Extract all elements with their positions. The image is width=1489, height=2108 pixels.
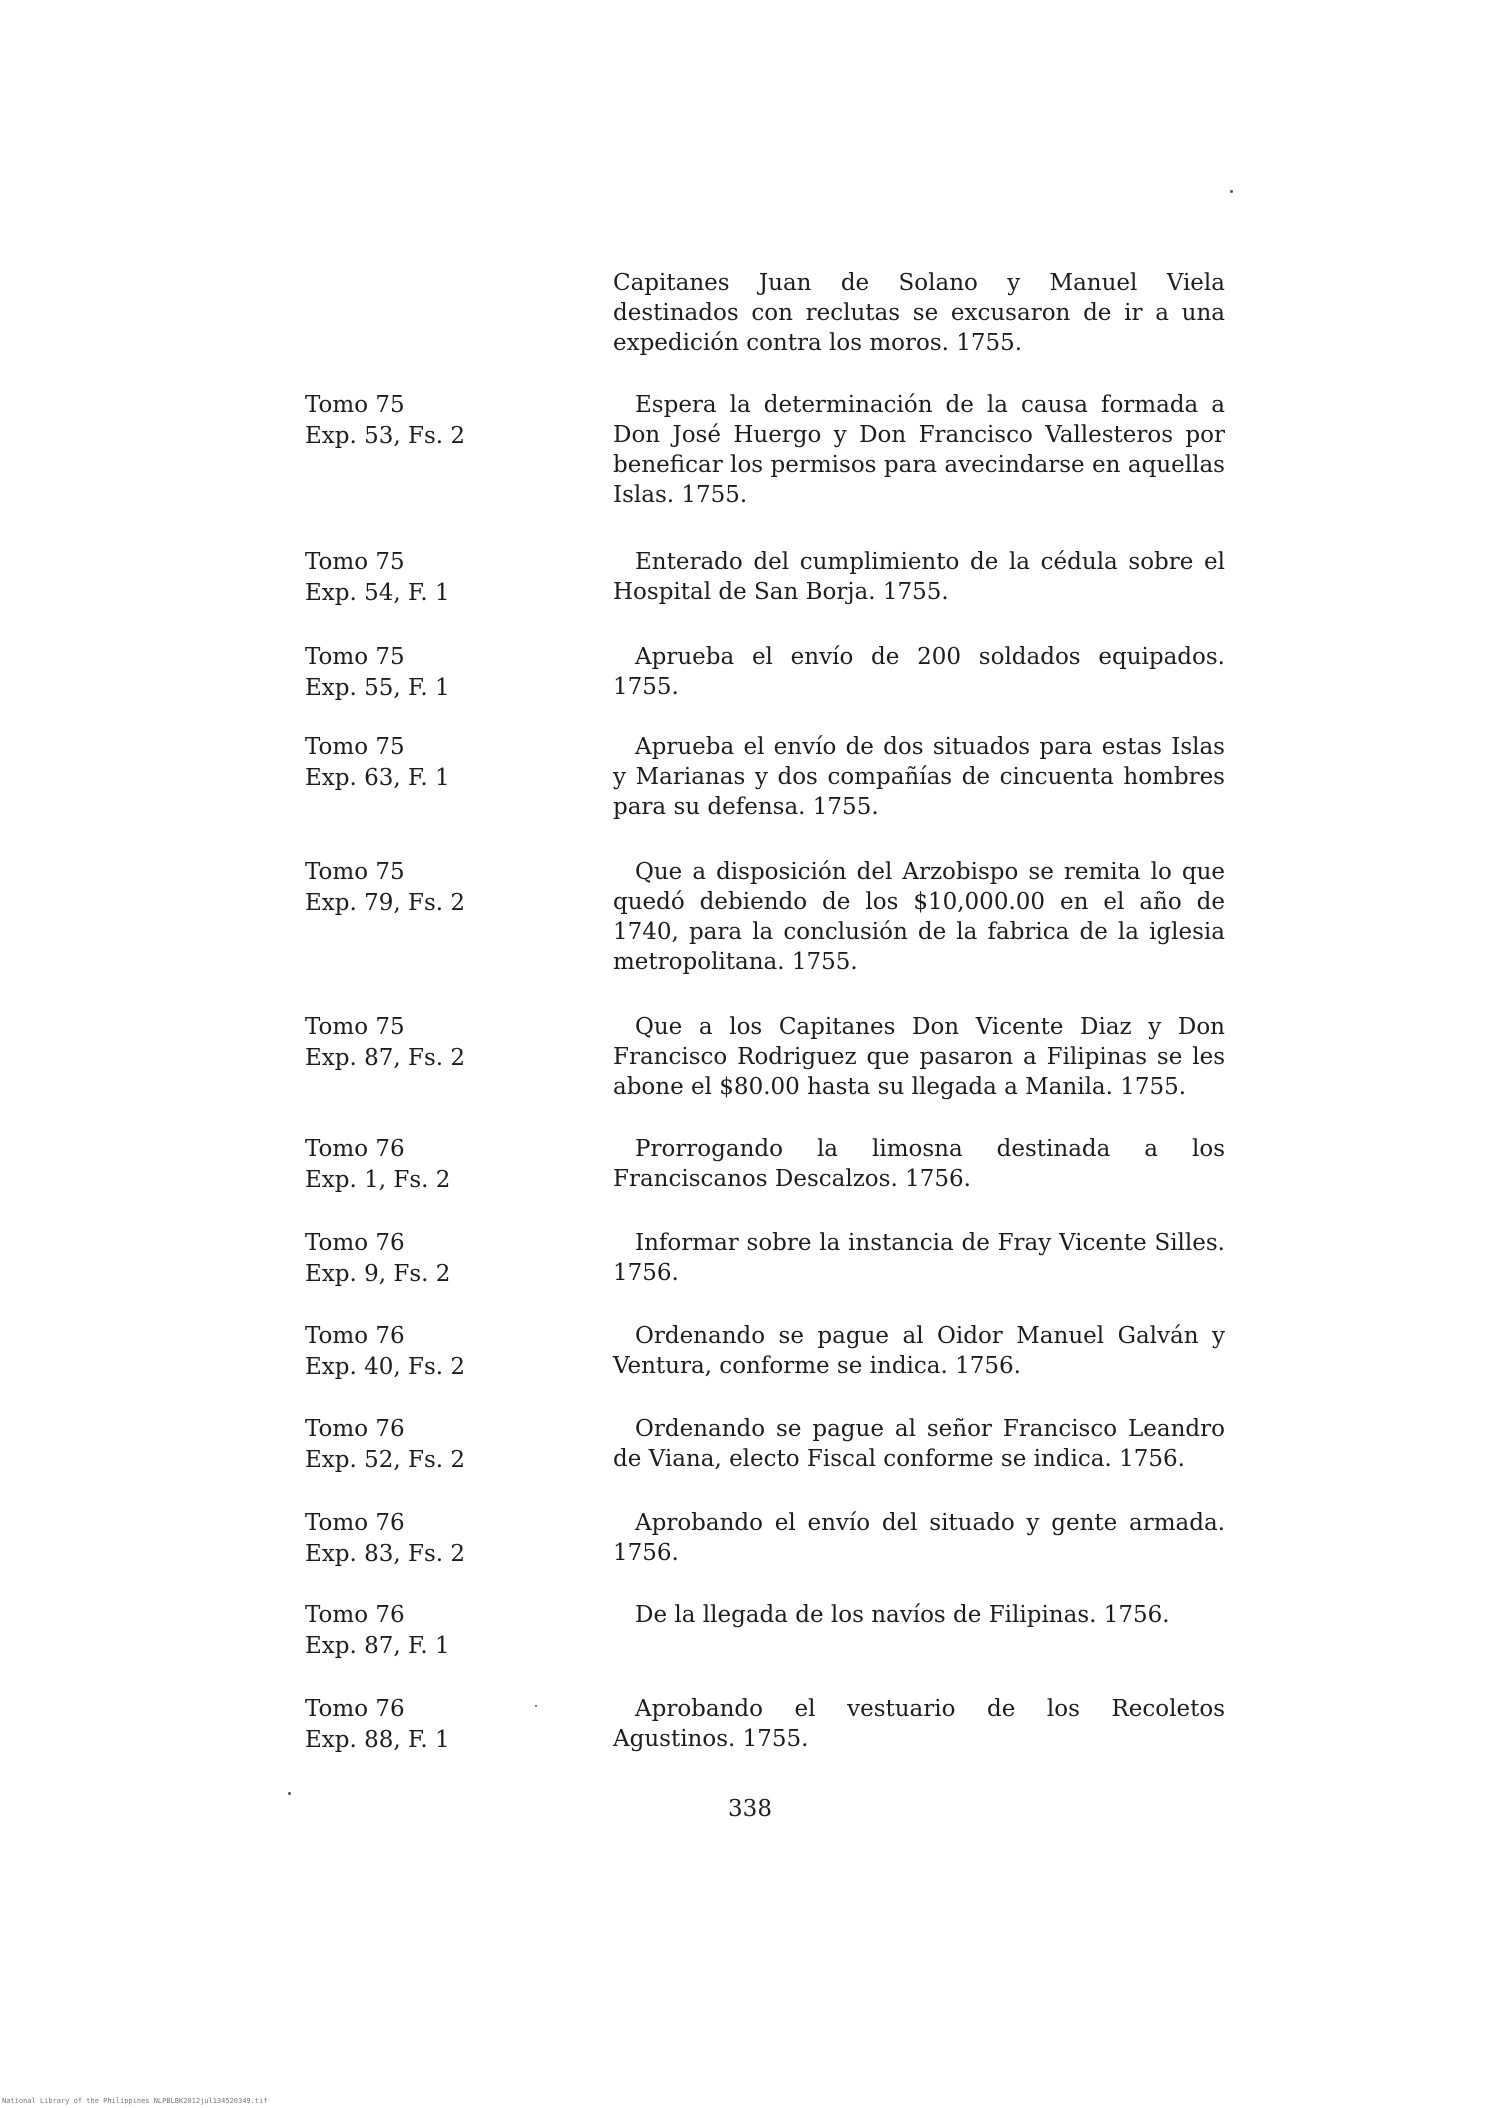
tomo-label: Tomo 75 xyxy=(305,1014,405,1040)
entry-reference xyxy=(305,390,535,452)
entry-reference xyxy=(305,1694,535,1756)
entry-reference xyxy=(305,547,535,609)
scan-speck xyxy=(288,1792,291,1795)
exp-label: Exp. 52, Fs. 2 xyxy=(305,1447,466,1473)
exp-label: Exp. 53, Fs. 2 xyxy=(305,423,466,449)
tomo-label: Tomo 76 xyxy=(305,1696,405,1722)
exp-label: Exp. 1, Fs. 2 xyxy=(305,1167,451,1193)
scan-speck xyxy=(1230,190,1233,193)
scan-footer: National Library of the Philippines NLPBLBK2012jul134520349.tif xyxy=(2,2097,268,2105)
entry-reference xyxy=(305,857,535,919)
entry-description: Espera la determinación de la causa formada a Don José Huergo y Don Francisco Vallesteros por beneficar los permisos para avecindarse en aquellas Islas. 1755. xyxy=(613,392,1225,508)
entry-description: Aprobando el envío del situado y gente armada. 1756. xyxy=(613,1510,1225,1566)
tomo-label: Tomo 75 xyxy=(305,549,405,575)
tomo-label: Tomo 75 xyxy=(305,734,405,760)
tomo-label: Tomo 75 xyxy=(305,644,405,670)
exp-label: Exp. 9, Fs. 2 xyxy=(305,1261,451,1287)
exp-label: Exp. 55, F. 1 xyxy=(305,675,450,701)
scan-speck xyxy=(535,1705,537,1707)
entry-reference xyxy=(305,1012,535,1074)
exp-label: Exp. 83, Fs. 2 xyxy=(305,1541,466,1567)
intro-paragraph: Capitanes Juan de Solano y Manuel Viela destinados con reclutas se excusaron de ir a una expedición contra los moros. 1755. xyxy=(613,270,1225,356)
exp-label: Exp. 88, F. 1 xyxy=(305,1727,450,1753)
entry-reference xyxy=(305,1321,535,1383)
entry-description: Aprueba el envío de 200 soldados equipados. 1755. xyxy=(613,644,1225,700)
entry-description: Enterado del cumplimiento de la cédula sobre el Hospital de San Borja. 1755. xyxy=(613,549,1225,605)
tomo-label: Tomo 76 xyxy=(305,1510,405,1536)
entry-reference xyxy=(305,732,535,794)
tomo-label: Tomo 76 xyxy=(305,1416,405,1442)
tomo-label: Tomo 75 xyxy=(305,859,405,885)
entry-reference xyxy=(305,1600,535,1662)
entry-reference xyxy=(305,1508,535,1570)
entry-reference xyxy=(305,1134,535,1196)
exp-label: Exp. 87, F. 1 xyxy=(305,1633,450,1659)
entry-description: De la llegada de los navíos de Filipinas. 1756. xyxy=(635,1602,1170,1628)
entry-description: Que a disposición del Arzobispo se remita lo que quedó debiendo de los $10,000.00 en el año de 1740, para la conclusión de la fabrica de la iglesia metropolitana. 1755. xyxy=(613,859,1225,975)
page-number: 338 xyxy=(728,1796,772,1822)
exp-label: Exp. 79, Fs. 2 xyxy=(305,890,466,916)
entry-description: Prorrogando la limosna destinada a los Franciscanos Descalzos. 1756. xyxy=(613,1136,1225,1192)
entry-description: Ordenando se pague al señor Francisco Leandro de Viana, electo Fiscal conforme se indica. 1756. xyxy=(613,1416,1225,1472)
entry-description: Informar sobre la instancia de Fray Vicente Silles. 1756. xyxy=(613,1230,1225,1286)
tomo-label: Tomo 76 xyxy=(305,1136,405,1162)
tomo-label: Tomo 76 xyxy=(305,1230,405,1256)
exp-label: Exp. 63, F. 1 xyxy=(305,765,450,791)
entry-description: Que a los Capitanes Don Vicente Diaz y Don Francisco Rodriguez que pasaron a Filipinas se les abone el $80.00 hasta su llegada a Manila. 1755. xyxy=(613,1014,1225,1100)
entry-description: Aprobando el vestuario de los Recoletos Agustinos. 1755. xyxy=(613,1696,1225,1752)
exp-label: Exp. 87, Fs. 2 xyxy=(305,1045,466,1071)
exp-label: Exp. 40, Fs. 2 xyxy=(305,1354,466,1380)
entry-reference xyxy=(305,1228,535,1290)
exp-label: Exp. 54, F. 1 xyxy=(305,580,450,606)
entry-description: Aprueba el envío de dos situados para estas Islas y Marianas y dos compañías de cincuenta hombres para su defensa. 1755. xyxy=(613,734,1225,820)
entry-description: Ordenando se pague al Oidor Manuel Galván y Ventura, conforme se indica. 1756. xyxy=(613,1323,1225,1379)
tomo-label: Tomo 75 xyxy=(305,392,405,418)
tomo-label: Tomo 76 xyxy=(305,1323,405,1349)
tomo-label: Tomo 76 xyxy=(305,1602,405,1628)
entry-reference xyxy=(305,1414,535,1476)
entry-reference xyxy=(305,642,535,704)
